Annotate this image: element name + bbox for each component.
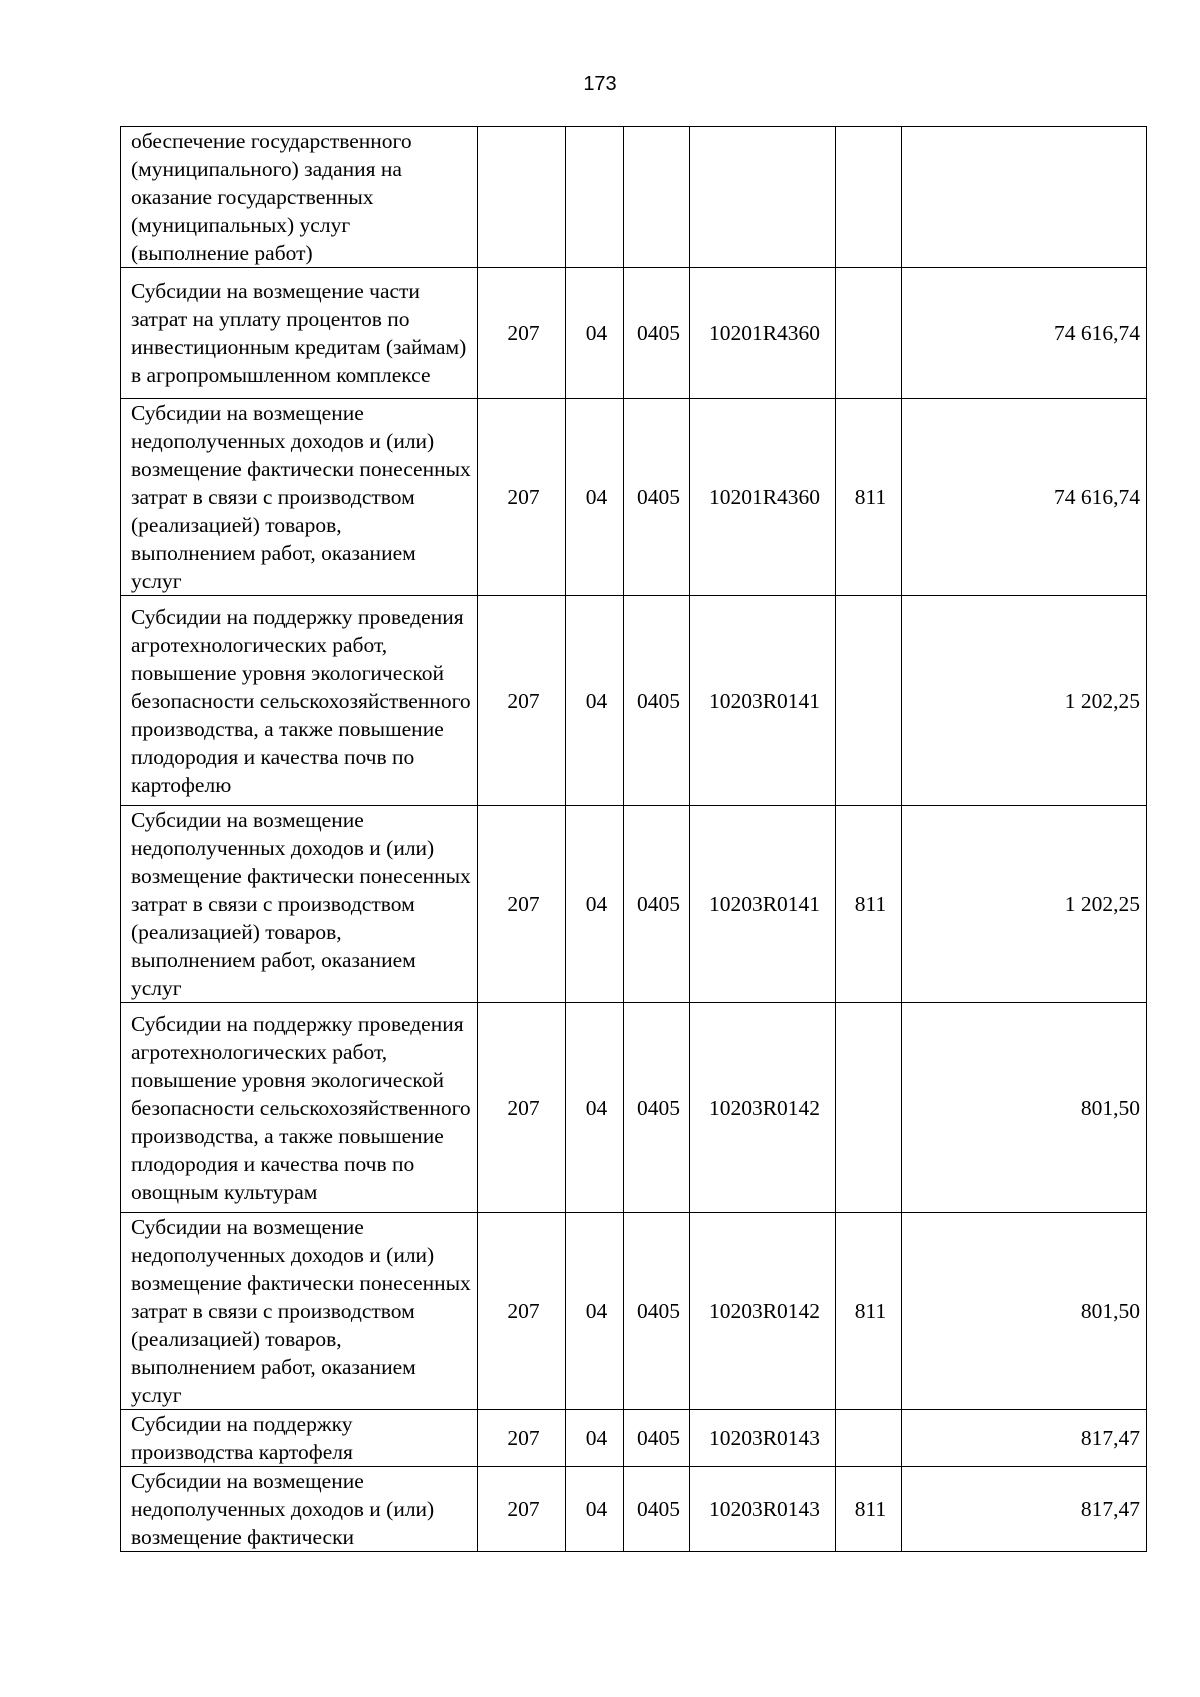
target-article: 10203R0142	[690, 1003, 836, 1213]
subsection-code: 0405	[624, 1003, 690, 1213]
expense-type	[836, 596, 902, 806]
section-code: 04	[566, 806, 624, 1003]
expense-type: 811	[836, 399, 902, 596]
table-row	[121, 1410, 1147, 1467]
row-name: Субсидии на поддержку проведения агротехнологических работ, повышение уровня экологической безопасности сельскохозяйственного производства, а также повышение плодородия и качества почв по картофелю	[121, 596, 478, 806]
section-code: 04	[566, 1467, 624, 1552]
amount	[902, 127, 1147, 268]
expense-type	[836, 127, 902, 268]
amount: 801,50	[902, 1003, 1147, 1213]
target-article: 10201R4360	[690, 399, 836, 596]
subsection-code: 0405	[624, 1410, 690, 1467]
expense-type	[836, 1410, 902, 1467]
section-code: 04	[566, 268, 624, 399]
expense-type: 811	[836, 806, 902, 1003]
table-row	[121, 1467, 1147, 1552]
row-name: Субсидии на возмещение недополученных доходов и (или) возмещение фактически понесенных затрат в связи с производством (реализацией) товаров, выполнением работ, оказанием услуг	[121, 806, 478, 1003]
subsection-code	[624, 127, 690, 268]
ministry-code: 207	[478, 399, 566, 596]
row-name: Субсидии на поддержку производства картофеля	[121, 1410, 478, 1467]
amount: 817,47	[902, 1410, 1147, 1467]
amount: 817,47	[902, 1467, 1147, 1552]
section-code	[566, 127, 624, 268]
subsection-code: 0405	[624, 399, 690, 596]
ministry-code: 207	[478, 1213, 566, 1410]
target-article: 10203R0141	[690, 596, 836, 806]
target-article: 10203R0142	[690, 1213, 836, 1410]
subsection-code: 0405	[624, 268, 690, 399]
row-name: Субсидии на возмещение недополученных доходов и (или) возмещение фактически	[121, 1467, 478, 1552]
table-row	[121, 596, 1147, 806]
subsection-code: 0405	[624, 806, 690, 1003]
amount: 74 616,74	[902, 399, 1147, 596]
amount: 1 202,25	[902, 806, 1147, 1003]
amount: 74 616,74	[902, 268, 1147, 399]
section-code: 04	[566, 1410, 624, 1467]
target-article: 10201R4360	[690, 268, 836, 399]
table-row	[121, 1213, 1147, 1410]
table-row	[121, 127, 1147, 268]
target-article: 10203R0143	[690, 1410, 836, 1467]
ministry-code	[478, 127, 566, 268]
target-article	[690, 127, 836, 268]
table-row	[121, 806, 1147, 1003]
table-row	[121, 1003, 1147, 1213]
section-code: 04	[566, 1213, 624, 1410]
ministry-code: 207	[478, 268, 566, 399]
expense-type: 811	[836, 1467, 902, 1552]
section-code: 04	[566, 596, 624, 806]
expense-type	[836, 268, 902, 399]
amount: 1 202,25	[902, 596, 1147, 806]
ministry-code: 207	[478, 806, 566, 1003]
row-name: Субсидии на возмещение недополученных доходов и (или) возмещение фактически понесенных затрат в связи с производством (реализацией) товаров, выполнением работ, оказанием услуг	[121, 1213, 478, 1410]
expense-type	[836, 1003, 902, 1213]
ministry-code: 207	[478, 1003, 566, 1213]
ministry-code: 207	[478, 596, 566, 806]
subsection-code: 0405	[624, 1213, 690, 1410]
section-code: 04	[566, 1003, 624, 1213]
subsection-code: 0405	[624, 596, 690, 806]
amount: 801,50	[902, 1213, 1147, 1410]
row-name: Субсидии на возмещение части затрат на уплату процентов по инвестиционным кредитам (займам) в агропромышленном комплексе	[121, 268, 478, 399]
row-name: обеспечение государственного (муниципального) задания на оказание государственных (муниципальных) услуг (выполнение работ)	[121, 127, 478, 268]
subsection-code: 0405	[624, 1467, 690, 1552]
page-number: 173	[583, 73, 617, 95]
row-name: Субсидии на поддержку проведения агротехнологических работ, повышение уровня экологической безопасности сельскохозяйственного производства, а также повышение плодородия и качества почв по овощным культурам	[121, 1003, 478, 1213]
target-article: 10203R0141	[690, 806, 836, 1003]
budget-table	[120, 126, 1147, 1552]
table-row	[121, 268, 1147, 399]
target-article: 10203R0143	[690, 1467, 836, 1552]
expense-type: 811	[836, 1213, 902, 1410]
ministry-code: 207	[478, 1467, 566, 1552]
row-name: Субсидии на возмещение недополученных доходов и (или) возмещение фактически понесенных затрат в связи с производством (реализацией) товаров, выполнением работ, оказанием услуг	[121, 399, 478, 596]
table-row	[121, 399, 1147, 596]
section-code: 04	[566, 399, 624, 596]
ministry-code: 207	[478, 1410, 566, 1467]
